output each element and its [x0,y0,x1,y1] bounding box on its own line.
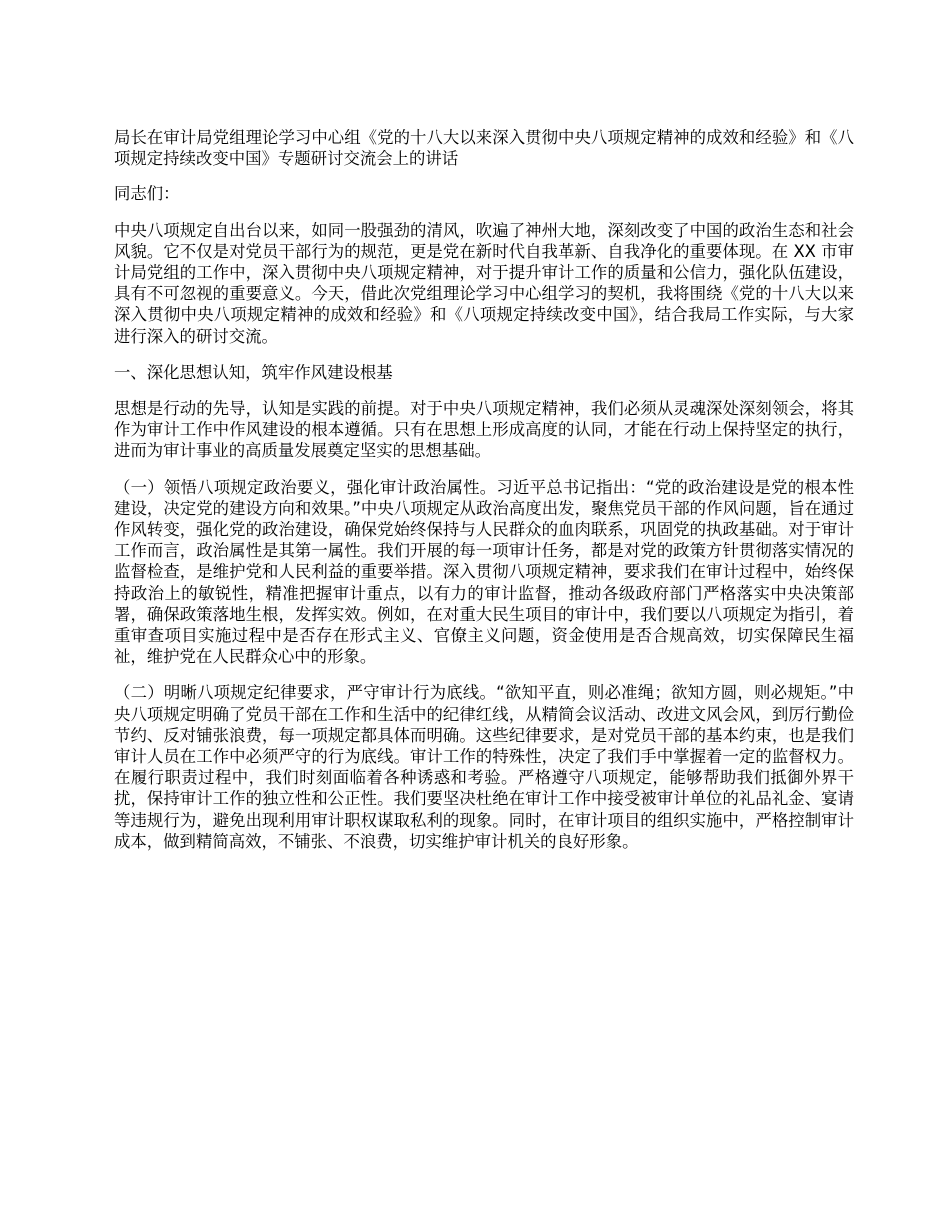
point-1-paragraph: （一）领悟八项规定政治要义，强化审计政治属性。习近平总书记指出：“党的政治建设是党的根本性建设，决定党的建设方向和效果。”中央八项规定从政治高度出发，聚焦党员干部的作风问题，旨在通过作风转变，强化党的政治建设，确保党始终保持与人民群众的血肉联系，巩固党的执政基础。对于审计工作而言，政治属性是其第一属性。我们开展的每一项审计任务，都是对党的政策方针贯彻落实情况的监督检查，是维护党和人民利益的重要举措。深入贯彻八项规定精神，要求我们在审计过程中，始终保持政治上的敏锐性，精准把握审计重点，以有力的审计监督，推动各级政府部门严格落实中央决策部署，确保政策落地生根，发挥实效。例如，在对重大民生项目的审计中，我们要以八项规定为指引，着重审查项目实施过程中是否存在形式主义、官僚主义问题，资金使用是否合规高效，切实保障民生福祉，维护党在人民群众心中的形象。 [114,477,854,667]
intro-paragraph: 中央八项规定自出台以来，如同一股强劲的清风，吹遍了神州大地，深刻改变了中国的政治生态和社会风貌。它不仅是对党员干部行为的规范，更是党在新时代自我革新、自我净化的重要体现。在 XX 市审计局党组的工作中，深入贯彻中央八项规定精神，对于提升审计工作的质量和公信力，强化队伍建设，具有不可忽视的重要意义。今天，借此次党组理论学习中心组学习的契机，我将围绕《党的十八大以来深入贯彻中央八项规定精神的成效和经验》和《八项规定持续改变中国》，结合我局工作实际，与大家进行深入的研讨交流。 [114,220,854,346]
speech-title: 局长在审计局党组理论学习中心组《党的十八大以来深入贯彻中央八项规定精神的成效和经验》和《八项规定持续改变中国》专题研讨交流会上的讲话 [114,128,854,169]
section-heading-1: 一、深化思想认知，筑牢作风建设根基 [114,362,393,382]
point-2-paragraph: （二）明晰八项规定纪律要求，严守审计行为底线。“欲知平直，则必准绳；欲知方圆，则必规矩。”中央八项规定明确了党员干部在工作和生活中的纪律红线，从精简会议活动、改进文风会风，到厉行勤俭节约、反对铺张浪费，每一项规定都具体而明确。这些纪律要求，是对党员干部的基本约束，也是我们审计人员在工作中必须严守的行为底线。审计工作的特殊性，决定了我们手中掌握着一定的监督权力。在履行职责过程中，我们时刻面临着各种诱惑和考验。严格遵守八项规定，能够帮助我们抵御外界干扰，保持审计工作的独立性和公正性。我们要坚决杜绝在审计工作中接受被审计单位的礼品礼金、宴请等违规行为，避免出现利用审计职权谋取私利的现象。同时，在审计项目的组织实施中，严格控制审计成本，做到精简高效，不铺张、不浪费，切实维护审计机关的良好形象。 [114,683,854,851]
salutation: 同志们： [114,184,180,204]
section-1-intro-paragraph: 思想是行动的先导，认知是实践的前提。对于中央八项规定精神，我们必须从灵魂深处深刻领会，将其作为审计工作中作风建设的根本遵循。只有在思想上形成高度的认同，才能在行动上保持坚定的执行，进而为审计事业的高质量发展奠定坚实的思想基础。 [114,399,854,461]
document-page [114,127,854,867]
